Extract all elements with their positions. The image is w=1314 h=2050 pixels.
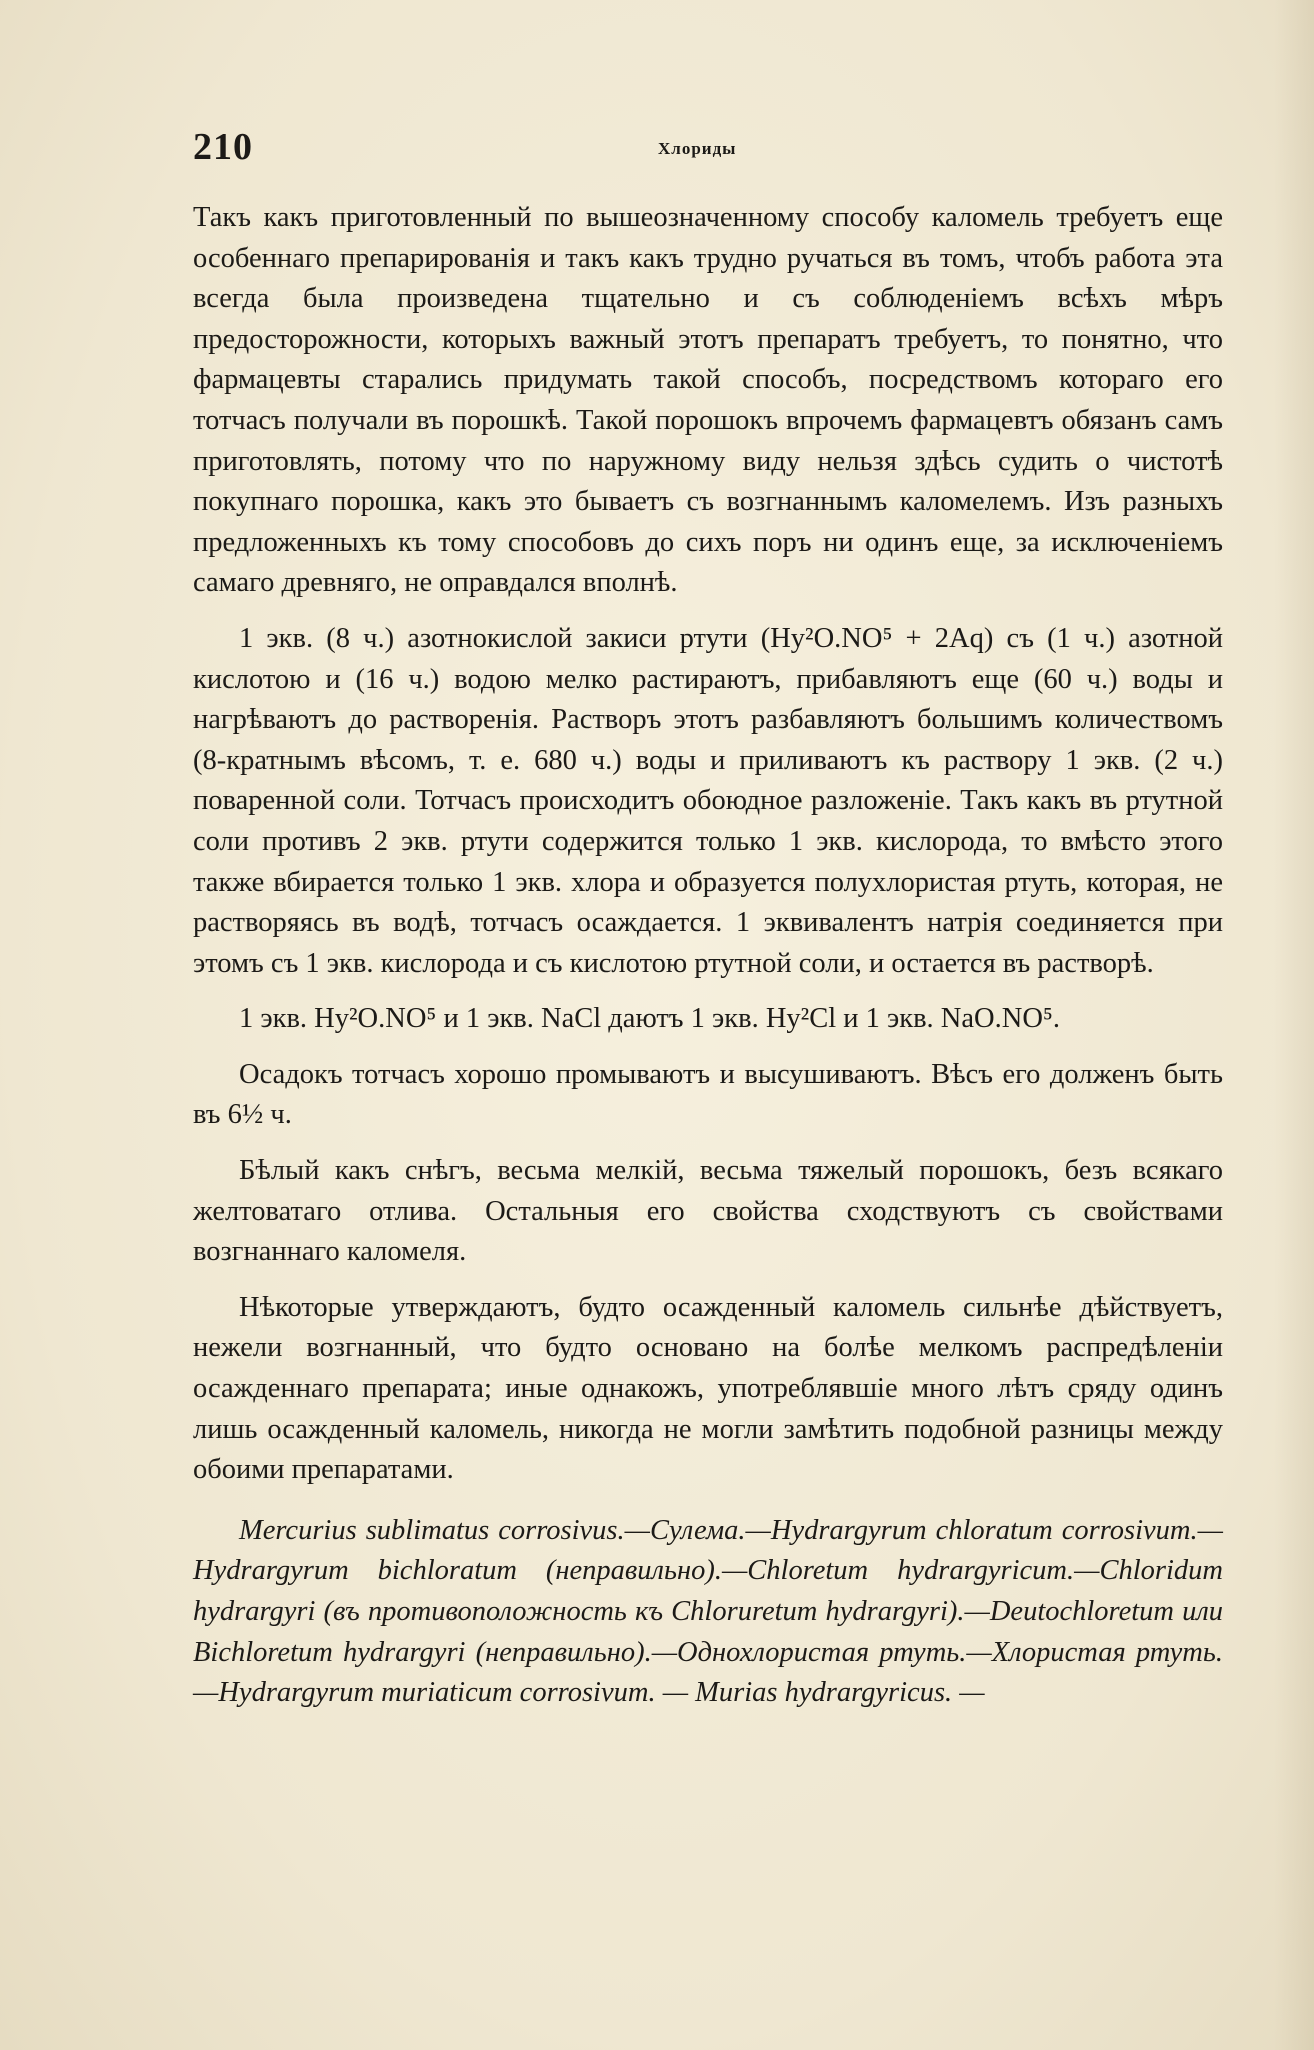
paragraph-intro: Такъ какъ приготовленный по вышеозначенному способу каломель требуетъ еще особеннаго препарированія и такъ какъ трудно ручаться въ томъ, чтобъ работа эта всегда была произведена тщательно и съ соблюденіемъ всѣхъ мѣръ предосторожности, которыхъ важный этотъ препаратъ требуетъ, то понятно, что фармацевты старались придумать такой способъ, посредствомъ котораго его тотчасъ получали въ порошкѣ. Такой порошокъ впрочемъ фармацевтъ обязанъ самъ приготовлять, потому что по наружному виду нельзя здѣсь судить о чистотѣ покупнаго порошка, какъ это бываетъ съ возгнаннымъ каломелемъ. Изъ разныхъ предложенныхъ къ тому способовъ до сихъ поръ ни одинъ еще, за исключеніемъ самаго древняго, не оправдался вполнѣ. <box>193 202 1223 599</box>
paragraph-synonyms: Mercurius sublimatus corrosivus.—Сулема.—Hydrargyrum chloratum corrosivum.—Hydrargyrum bichloratum (неправильно).—Chloretum hydrargyricum.—Chloridum hydrargyri (въ противоположность къ Chloruretum hydrargyri).—Deutochloretum или Bichloretum hydrargyri (неправильно).—Однохлористая ртуть.—Хлористая ртуть.—Hydrargyrum muriaticum corrosivum. — Murias hydrargyricus. — <box>193 1514 1223 1709</box>
paragraph-properties: Бѣлый какъ снѣгъ, весьма мелкій, весьма тяжелый порошокъ, безъ всякаго желтоватаго отлива. Остальныя его свойства сходствуютъ съ свойствами возгнаннаго каломеля. <box>193 1155 1223 1268</box>
paragraph-procedure: 1 экв. (8 ч.) азотнокислой закиси ртути (Hy²O.NO⁵ + 2Aq) съ (1 ч.) азотной кислотою и (16 ч.) водою мелко растираютъ, прибавляютъ еще (60 ч.) воды и нагрѣваютъ до растворенія. Растворъ этотъ разбавляютъ большимъ количествомъ (8-кратнымъ вѣсомъ, т. е. 680 ч.) воды и приливаютъ къ раствору 1 экв. (2 ч.) поваренной соли. Тотчасъ происходитъ обоюдное разложеніе. Такъ какъ въ ртутной соли противъ 2 экв. ртути содержится только 1 экв. кислорода, то вмѣсто этого также вбирается только 1 экв. хлора и образуется полухлористая ртуть, которая, не растворяясь въ водѣ, тотчасъ осаждается. 1 эквивалентъ натрія соединяется при этомъ съ 1 экв. кислорода и съ кислотою ртутной соли, и остается въ растворѣ. <box>193 622 1223 979</box>
paragraph-equation: 1 экв. Hy²O.NO⁵ и 1 экв. NaCl даютъ 1 экв. Hy²Cl и 1 экв. NaO.NO⁵. <box>239 1003 1060 1035</box>
page-number: 210 <box>193 126 253 168</box>
paragraph-washing: Осадокъ тотчасъ хорошо промываютъ и высушиваютъ. Вѣсъ его долженъ быть въ 6½ ч. <box>193 1058 1223 1131</box>
running-head: Хлориды <box>658 139 737 158</box>
page-header <box>193 125 1233 175</box>
page-edge-shadow <box>1274 0 1314 2050</box>
paragraph-opinions: Нѣкоторые утверждаютъ, будто осажденный каломель сильнѣе дѣйствуетъ, нежели возгнанный, что будто основано на болѣе мелкомъ распредѣленіи осажденнаго препарата; иные однакожъ, употреблявшіе много лѣтъ сряду одинъ лишь осажденный каломель, никогда не могли замѣтить подобной разницы между обоими препаратами. <box>193 1291 1223 1486</box>
body-text <box>193 198 1223 1729</box>
